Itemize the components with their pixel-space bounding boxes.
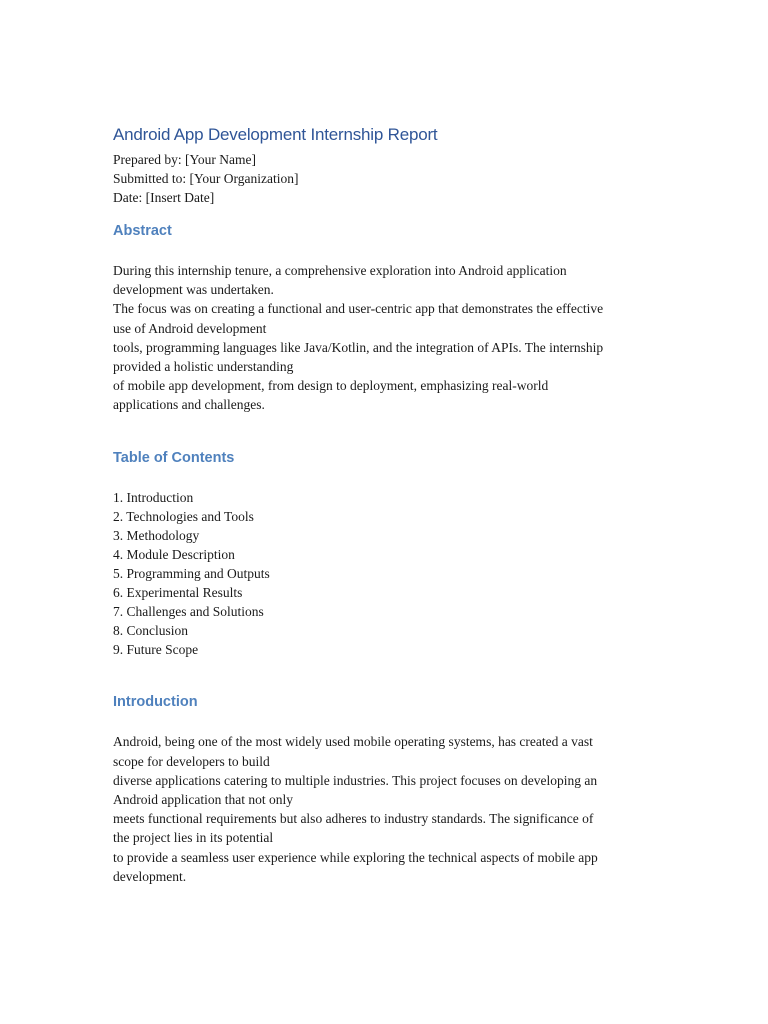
abstract-line: of mobile app development, from design to deployment, emphasizing real-world — [113, 378, 549, 394]
toc-item-module-description: 4. Module Description — [113, 546, 235, 562]
introduction-line: the project lies in its potential — [113, 830, 274, 846]
toc-item-technologies: 2. Technologies and Tools — [113, 508, 254, 524]
toc-item-programming-outputs: 5. Programming and Outputs — [113, 566, 270, 581]
toc-item-challenges-solutions: 7. Challenges and Solutions — [113, 604, 264, 620]
introduction-line: to provide a seamless user experience while exploring the technical aspects of mobile app — [113, 849, 598, 865]
toc-item-methodology: 3. Methodology — [113, 527, 200, 543]
abstract-line: During this internship tenure, a comprehensive exploration into Android application — [113, 263, 567, 278]
abstract-line: use of Android development — [113, 320, 267, 336]
introduction-line: Android application that not only — [113, 792, 293, 808]
report-date: Date: [Insert Date] — [113, 190, 215, 205]
introduction-paragraph — [113, 732, 653, 886]
introduction-line: development. — [113, 868, 187, 884]
abstract-line: The focus was on creating a functional and user-centric app that demonstrates the effective — [113, 301, 604, 317]
abstract-line: provided a holistic understanding — [113, 359, 294, 375]
toc-item-experimental-results: 6. Experimental Results — [113, 585, 243, 601]
toc-item-future-scope: 9. Future Scope — [113, 642, 199, 658]
document-title: Android App Development Internship Report — [113, 125, 438, 144]
introduction-line: diverse applications catering to multiple industries. This project focuses on developing an — [113, 772, 598, 788]
introduction-line: meets functional requirements but also adheres to industry standards. The significance of — [113, 811, 594, 827]
document-meta — [113, 150, 653, 207]
introduction-heading: Introduction — [113, 694, 198, 711]
toc-item-conclusion: 8. Conclusion — [113, 623, 189, 639]
introduction-line: Android, being one of the most widely used mobile operating systems, has created a vast — [113, 734, 593, 750]
document-body — [113, 124, 653, 886]
abstract-heading: Abstract — [113, 223, 172, 239]
abstract-line: applications and challenges. — [113, 397, 265, 413]
prepared-by: Prepared by: [Your Name] — [113, 152, 256, 167]
submitted-to: Submitted to: [Your Organization] — [113, 171, 299, 186]
toc-list — [113, 488, 653, 660]
toc-heading: Table of Contents — [113, 449, 235, 466]
abstract-line: development was undertaken. — [113, 282, 274, 298]
abstract-line: tools, programming languages like Java/Kotlin, and the integration of APIs. The internship — [113, 339, 604, 355]
abstract-paragraph — [113, 261, 653, 415]
introduction-line: scope for developers to build — [113, 753, 270, 769]
toc-item-introduction: 1. Introduction — [113, 489, 194, 505]
